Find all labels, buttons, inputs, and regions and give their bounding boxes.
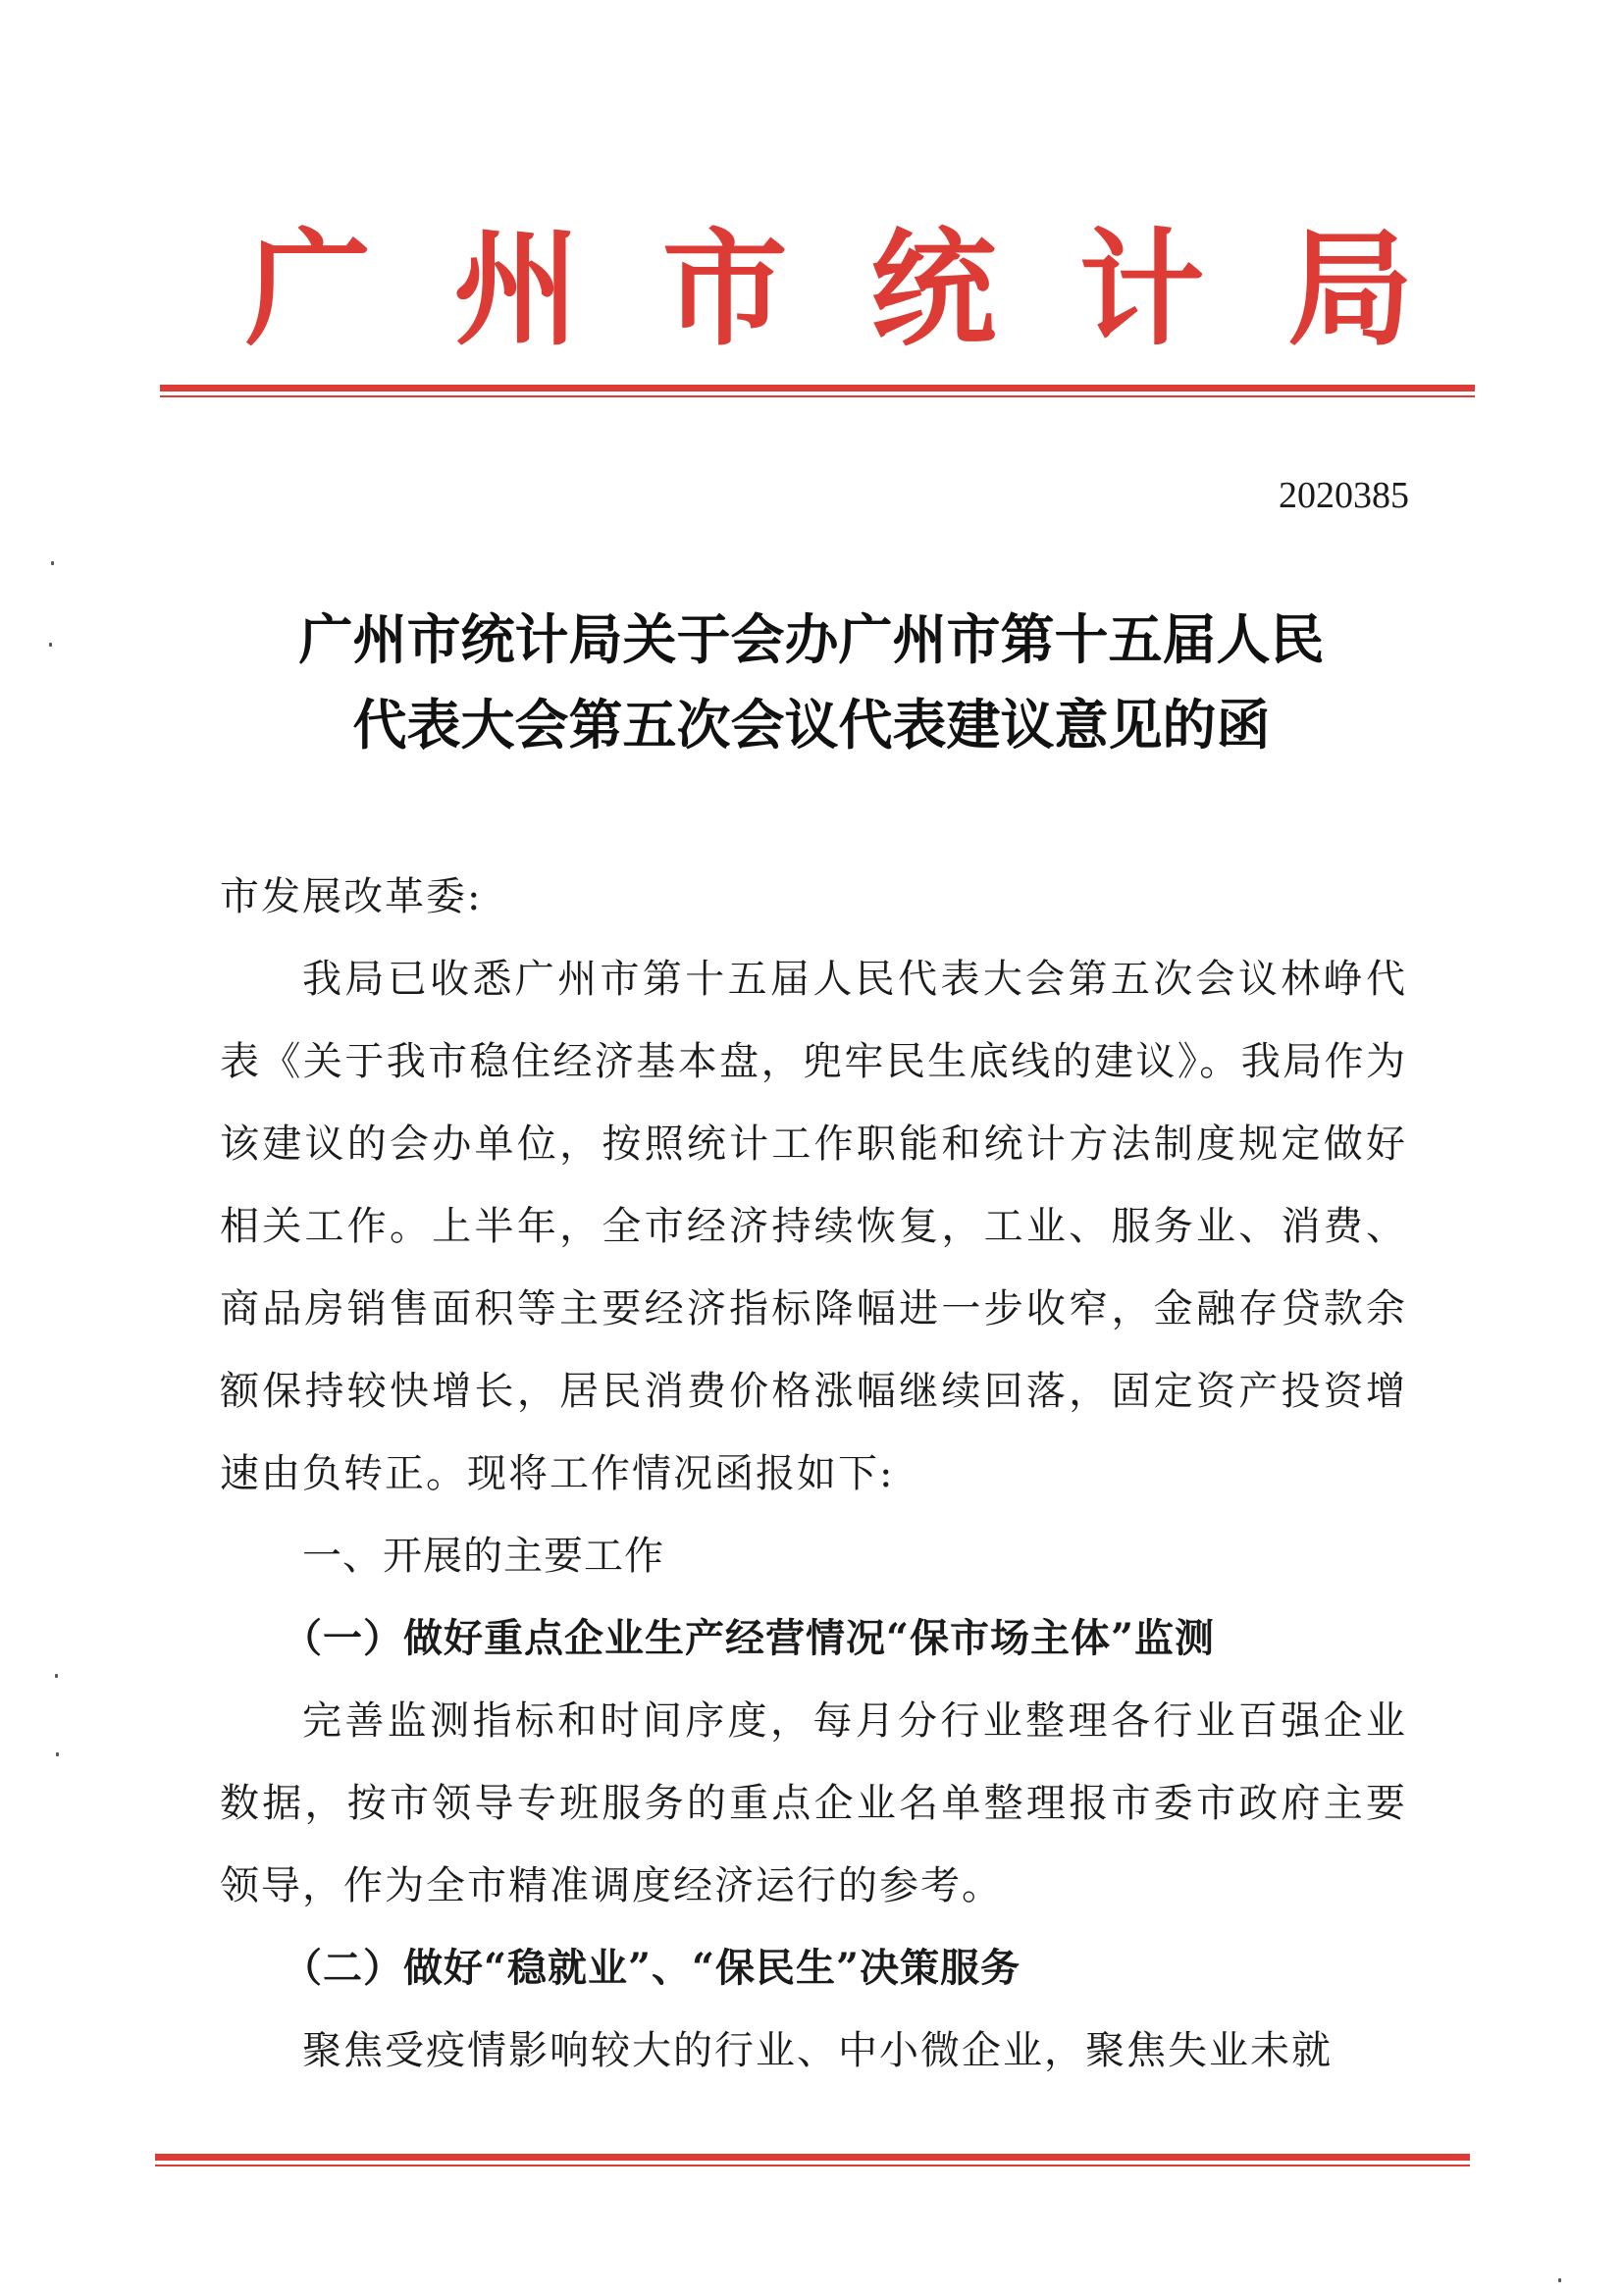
masthead-char-6: 局 [1286, 216, 1413, 363]
masthead-char-3: 市 [661, 216, 788, 363]
subsection-heading-2: （二）做好“稳就业”、“保民生”决策服务 [283, 1945, 1021, 1991]
masthead-divider [160, 385, 1475, 397]
document-title-line-1: 广州市统计局关于会办广州市第十五届人民 [298, 607, 1325, 671]
subsection-1-paragraph: 完善监测指标和时间序度，每月分行业整理各行业百强企业数据，按市领导专班服务的重点企业名单整理报市委市政府主要领导，作为全市精准调度经济运行的参考。 [220, 1698, 1407, 1908]
section-heading-1: 一、开展的主要工作 [302, 1534, 664, 1579]
masthead-char-4: 统 [870, 216, 997, 363]
scan-speck [55, 1674, 58, 1678]
masthead-char-5: 计 [1078, 216, 1205, 363]
document-number: 2020385 [1279, 475, 1409, 516]
document-title-line-2: 代表大会第五次会议代表建议意见的函 [352, 693, 1271, 757]
document-body [220, 856, 1407, 2092]
scan-speck [49, 643, 52, 647]
footer-divider [155, 2154, 1470, 2166]
subsection-heading-1: （一）做好重点企业生产经营情况“保市场主体”监测 [283, 1615, 1216, 1661]
salutation: 市发展改革委: [220, 874, 483, 919]
masthead-char-1: 广 [245, 216, 372, 363]
masthead-char-2: 州 [453, 216, 580, 363]
scan-speck [51, 561, 54, 565]
scan-speck [1558, 2278, 1561, 2282]
body-paragraph-1: 我局已收悉广州市第十五届人民代表大会第五次会议林峥代表《关于我市稳住经济基本盘，兜牢民生底线的建议》。我局作为该建议的会办单位，按照统计工作职能和统计方法制度规定做好相关工作。上半年，全市经济持续恢复，工业、服务业、消费、商品房销售面积等主要经济指标降幅进一步收窄，金融存贷款余额保持较快增长，居民消费价格涨幅继续回落，固定资产投资增速由负转正。现将工作情况函报如下: [220, 957, 1407, 1496]
masthead [157, 211, 1472, 368]
subsection-2-paragraph: 聚焦受疫情影响较大的行业、中小微企业，聚焦失业未就 [302, 2028, 1333, 2073]
document-title [196, 597, 1427, 767]
scan-speck [56, 1752, 59, 1756]
